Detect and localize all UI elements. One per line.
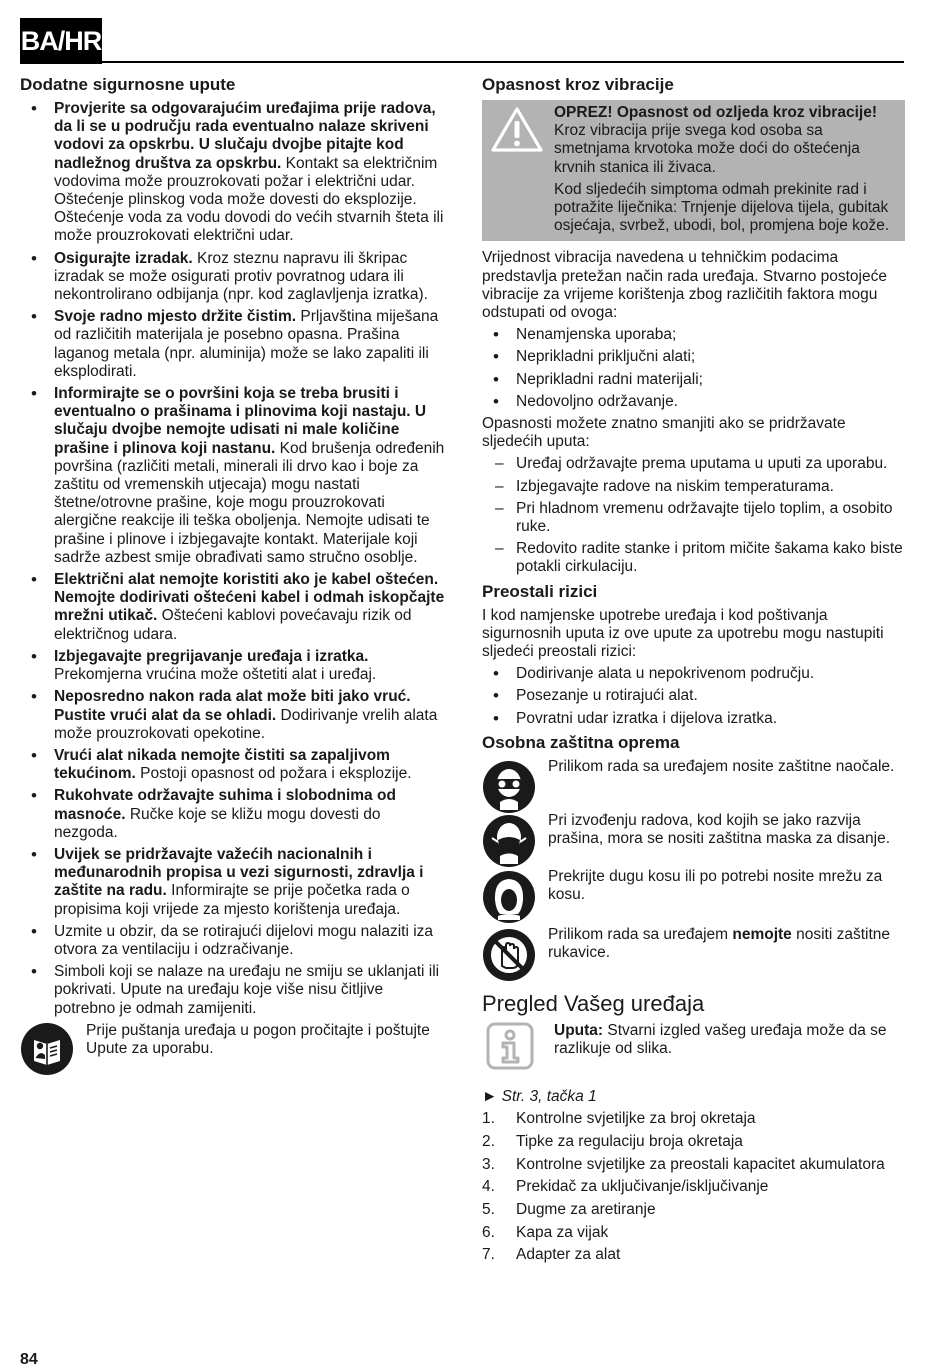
list-item bbox=[20, 100, 445, 246]
list-item bbox=[20, 385, 445, 567]
reduce-intro: Opasnosti možete znatno smanjiti ako se pridržavate sljedećih uputa: bbox=[482, 415, 846, 451]
warning-triangle-icon bbox=[490, 106, 544, 154]
ppe-gloves-post: nositi zaštitne rukavice. bbox=[548, 925, 891, 962]
no-gloves-icon bbox=[482, 928, 536, 982]
list-item: • Nedovoljno održavanje. bbox=[482, 393, 905, 411]
read-manual-icon bbox=[20, 1022, 74, 1076]
list-item: – Pri hladnom vremenu održavajte tijelo toplim, a osobito ruke. bbox=[482, 500, 905, 536]
vibration-warning-box bbox=[482, 100, 905, 241]
part-label: Prekidač za uključivanje/isključivanje bbox=[516, 1178, 769, 1196]
list-item bbox=[20, 571, 445, 644]
right-column bbox=[482, 74, 905, 1269]
part-label: Kontrolne svjetiljke za preostali kapacitet akumulatora bbox=[516, 1155, 885, 1173]
ppe-goggles bbox=[482, 758, 905, 808]
warning-title: OPREZ! Opasnost od ozljeda kroz vibracije! bbox=[554, 104, 877, 121]
list-item bbox=[20, 923, 445, 959]
part-item bbox=[482, 1110, 905, 1128]
part-item bbox=[482, 1133, 905, 1151]
list-item-bold: Informirajte se o površini koja se treba brusiti i eventualno o prašinama i plinovima koji nastaju. U slučaju dvojbe nemojte udisati ni male količine prašine i plinova koji nastanu. bbox=[54, 385, 427, 457]
list-item-text: Kod brušenja određenih površina (različiti metali, minerali ili drvo kao i boje za zaštitu od vremenskih utjecaja) mogu nastati štetne/otrovne prašine, koje mogu prouzrokovati alergične reakcije ili teška oboljenja. Nemojte udisati te prašine i plinove i izbjegavajte kontakt. Materijale koji sadrže azbest smije obrađivati samo stručno osoblje. bbox=[54, 439, 445, 566]
list-item: • Dodirivanje alata u nepokrivenom području. bbox=[482, 665, 905, 683]
ppe-gloves-pre: Prilikom rada sa uređajem bbox=[548, 925, 733, 943]
list-item: – Redovito radite stanke i pritom mičite šakama kako biste potakli cirkulaciju. bbox=[482, 540, 905, 576]
list-item: • Neprikladni radni materijali; bbox=[482, 371, 905, 389]
overview-note bbox=[482, 1020, 905, 1070]
manual-note-text: Prije puštanja uređaja u pogon pročitajte i poštujte Upute za uporabu. bbox=[86, 1021, 430, 1057]
dust-mask-icon bbox=[482, 814, 536, 868]
part-number: 6. bbox=[482, 1223, 495, 1241]
figure-reference: ► Str. 3, tačka 1 bbox=[482, 1087, 597, 1105]
list-item bbox=[20, 747, 445, 783]
list-item bbox=[20, 963, 445, 1018]
vibration-intro: Vrijednost vibracija navedena u tehničkim podacima predstavlja pretežan način rada uređaja. Stvarno postojeće vibracije za vrijeme korištenja zbog različitih faktora mogu odstupati od ovoga: bbox=[482, 249, 887, 322]
list-item-bold: Provjerite sa odgovarajućim uređajima prije radova, da li se u području rada eventualno nalaze skriveni vodovi za opskrbu. U slučaju dvojbe pitajte kod nadležnog društva za opskrbu. bbox=[54, 100, 436, 172]
residual-intro: I kod namjenske upotrebe uređaja i kod poštivanja sigurnosnih uputa iz ove upute za upotrebu mogu nastupiti sljedeći preostali rizici: bbox=[482, 606, 884, 661]
list-item-text: Uzmite u obzir, da se rotirajući dijelovi mogu nalaziti iza otvora za ventilaciju i odzračivanje. bbox=[54, 922, 434, 958]
section-heading-overview: Pregled Vašeg uređaja bbox=[482, 990, 705, 1016]
part-number: 1. bbox=[482, 1110, 495, 1128]
list-item-bold: Rukohvate održavajte suhima i slobodnima od masnoće. bbox=[54, 787, 396, 823]
residual-risks-list bbox=[482, 665, 905, 728]
list-item-text: Prekomjerna vrućina može oštetiti alat i uređaj. bbox=[54, 666, 377, 684]
overview-note-body: Stvarni izgled vašeg uređaja može da se razlikuje od slika. bbox=[554, 1021, 887, 1058]
language-badge: BA/HR bbox=[20, 18, 102, 64]
ppe-gloves-bold: nemojte bbox=[732, 925, 792, 943]
list-item-text: Dodirivanje vrelih alata može prouzrokovati opekotine. bbox=[54, 706, 438, 742]
list-item-bold: Vrući alat nikada nemojte čistiti sa zapaljivom tekućinom. bbox=[54, 746, 390, 783]
list-item bbox=[20, 846, 445, 919]
ppe-gloves-text bbox=[548, 926, 905, 962]
part-label: Tipke za regulaciju broja okretaja bbox=[516, 1132, 743, 1150]
section-heading-safety: Dodatne sigurnosne upute bbox=[20, 75, 236, 94]
part-item bbox=[482, 1246, 905, 1264]
part-item bbox=[482, 1224, 905, 1242]
list-item-bold: Svoje radno mjesto držite čistim. bbox=[54, 308, 297, 326]
warning-symptoms: Kod sljedećih simptoma odmah prekinite rad i potražite liječnika: Trnjenje dijelova tijela, gubitak osjećaja, svrbež, ubodi, bol, promjena boje kože. bbox=[554, 180, 890, 235]
list-item-bold: Izbjegavajte pregrijavanje uređaja i izratka. bbox=[54, 647, 369, 665]
list-item: • Neprikladni priključni alati; bbox=[482, 348, 905, 366]
part-number: 2. bbox=[482, 1132, 495, 1150]
part-number: 5. bbox=[482, 1200, 495, 1218]
part-item bbox=[482, 1156, 905, 1174]
left-column bbox=[20, 74, 445, 1076]
list-item: – Izbjegavajte radove na niskim temperaturama. bbox=[482, 478, 905, 496]
list-item-text: Ručke koje se kližu mogu dovesti do nezgoda. bbox=[54, 805, 381, 841]
list-item bbox=[20, 308, 445, 381]
hairnet-icon bbox=[482, 870, 536, 924]
list-item-text: Oštećeni kablovi povećavaju rizik od električnog udara. bbox=[54, 607, 412, 643]
list-item-bold: Uvijek se pridržavajte važećih nacionalnih i međunarodnih propisa u vezi sigurnosti, zdravlja i zaštite na radu. bbox=[54, 845, 424, 900]
list-item: – Uređaj održavajte prema uputama u uputi za uporabu. bbox=[482, 455, 905, 473]
part-number: 7. bbox=[482, 1246, 495, 1264]
ppe-hairnet-text: Prekrijte dugu kosu ili po potrebi nosite mrežu za kosu. bbox=[548, 867, 883, 904]
list-item bbox=[20, 787, 445, 842]
ppe-goggles-text: Prilikom rada sa uređajem nosite zaštitne naočale. bbox=[548, 757, 895, 775]
list-item-text: Simboli koji se nalaze na uređaju ne smiju se uklanjati ili pokrivati. Upute na uređaju koje više nisu čitljive potrebno je odmah zamijeniti. bbox=[54, 963, 440, 1017]
list-item-bold: Neposredno nakon rada alat može biti jako vruć. Pustite vrući alat da se ohladi. bbox=[54, 688, 411, 724]
safety-instructions-list bbox=[20, 100, 445, 1018]
list-item-bold: Osigurajte izradak. bbox=[54, 249, 193, 267]
list-item-bold: Električni alat nemojte koristiti ako je kabel oštećen. Nemojte dodirivati oštećeni kabel i odmah iskopčajte mrežni utikač. bbox=[54, 571, 445, 625]
part-number: 3. bbox=[482, 1155, 495, 1173]
device-parts-list bbox=[482, 1110, 905, 1264]
list-item: • Povratni udar izratka i dijelova izratka. bbox=[482, 710, 905, 728]
header-rule bbox=[102, 61, 904, 63]
list-item-text: Kroz steznu napravu ili škripac izradak se može osigurati protiv povratnog udara ili nekontrolirano odbijanja (npr. kod zaglavljenja izratka). bbox=[54, 249, 428, 304]
part-number: 4. bbox=[482, 1178, 495, 1196]
part-label: Kapa za vijak bbox=[516, 1223, 609, 1241]
section-heading-vibration: Opasnost kroz vibracije bbox=[482, 75, 674, 94]
safety-goggles-icon bbox=[482, 760, 536, 814]
part-label: Kontrolne svjetiljke za broj okretaja bbox=[516, 1110, 756, 1128]
part-label: Adapter za alat bbox=[516, 1246, 621, 1264]
list-item-text: Prljavština miješana od različitih materijala je posebno opasna. Prašina laganog metala (npr. aluminija) može se lako zapaliti ili eksplodirati. bbox=[54, 308, 439, 380]
list-item bbox=[20, 688, 445, 743]
ppe-mask bbox=[482, 812, 905, 864]
list-item: • Posezanje u rotirajući alat. bbox=[482, 687, 905, 705]
list-item bbox=[20, 648, 445, 684]
list-item: • Nenamjenska uporaba; bbox=[482, 326, 905, 344]
vibration-factors-list bbox=[482, 326, 905, 411]
page-number: 84 bbox=[20, 1351, 38, 1368]
list-item-text: Kontakt sa električnim vodovima može prouzrokovati požar i električni udar. Oštećenje plinskog voda može dovesti do eksplozije. Oštećenje voda za vodu dovodi do većih stvarnih šteta ili može prouzrokovati električni udar. bbox=[54, 154, 444, 245]
manual-note bbox=[20, 1022, 445, 1076]
ppe-hairnet bbox=[482, 868, 905, 922]
overview-note-text bbox=[554, 1022, 905, 1058]
warning-text bbox=[554, 104, 897, 177]
part-item bbox=[482, 1178, 905, 1196]
vibration-measures-list bbox=[482, 455, 905, 576]
ppe-mask-text: Pri izvođenju radova, kod kojih se jako razvija prašina, mora se nositi zaštitna maska za disanje. bbox=[548, 811, 891, 848]
section-heading-residual: Preostali rizici bbox=[482, 581, 598, 601]
warning-body: Kroz vibracija prije svega kod osoba sa smetnjama krvotoka može doći do oštećenja krvnih stanica ili živaca. bbox=[554, 122, 860, 176]
ppe-gloves bbox=[482, 926, 905, 980]
list-item bbox=[20, 250, 445, 305]
part-label: Dugme za aretiranje bbox=[516, 1200, 656, 1218]
info-icon bbox=[486, 1022, 534, 1070]
list-item-text: Postoji opasnost od požara i eksplozije. bbox=[135, 765, 412, 783]
section-heading-ppe: Osobna zaštitna oprema bbox=[482, 732, 680, 752]
list-item-text: Informirajte se prije početka rada o propisima koji vrijede za mjesto korištenja uređaja. bbox=[54, 882, 410, 918]
overview-note-label: Uputa: bbox=[554, 1021, 604, 1039]
part-item bbox=[482, 1201, 905, 1219]
